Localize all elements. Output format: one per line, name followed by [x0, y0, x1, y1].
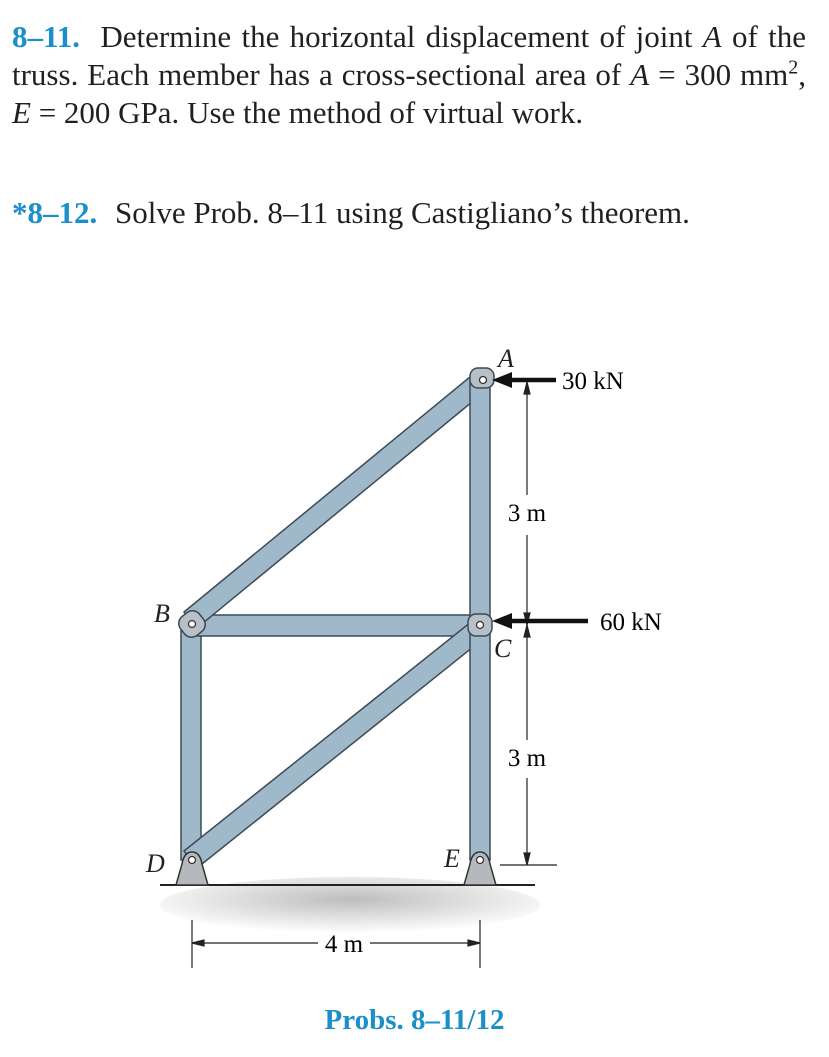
label-d: D [146, 849, 165, 878]
label-b: B [154, 599, 170, 628]
modulus-value: = 200 GPa. [38, 95, 180, 130]
area-symbol: A [630, 57, 650, 92]
problem-8-11: 8–11. Determine the horizontal displacement of joint A of the truss. Each member has a cross-sectional area of A = 300 $mm^2$, E = 200 GPa. Use the method of virtual work. [12, 19, 807, 130]
pin-e [477, 857, 484, 864]
label-e: E [444, 844, 460, 873]
member-bd [181, 626, 201, 860]
pin-c [477, 622, 484, 629]
pin-d [189, 857, 196, 864]
label-c: C [494, 634, 512, 663]
problem-number: *8–12. [12, 195, 98, 230]
problem-text-b: of the truss. Each member has a cross-sectional area of [12, 19, 807, 92]
pin-a [480, 377, 487, 384]
area-exponent: 2 [788, 56, 799, 79]
problem-8-12 [12, 194, 806, 232]
load-label-30kn: 30 kN [562, 368, 624, 395]
label-a: A [498, 344, 514, 373]
truss-members [181, 372, 490, 868]
dim-span: 4 m [324, 931, 364, 958]
truss-diagram [0, 330, 829, 990]
load-arrow-30kn [492, 372, 556, 388]
member-bc [191, 615, 480, 636]
dim-lower: 3 m [507, 745, 547, 772]
problem-number: 8–11. [12, 19, 81, 54]
problem-text: Solve Prob. 8–11 using Castigliano’s theorem. [115, 195, 690, 230]
member-de [184, 618, 488, 868]
joint-symbol: A [702, 19, 722, 54]
load-arrow-60kn [492, 613, 588, 629]
pin-b [189, 621, 196, 628]
member-ab [184, 372, 489, 628]
load-label-60kn: 60 kN [600, 609, 662, 636]
modulus-symbol: E [12, 95, 31, 130]
problem-text-a: Determine the horizontal displacement of joint [100, 19, 693, 54]
area-value: = 300 mm [658, 57, 789, 92]
figure-caption: Probs. 8–11/12 [324, 1004, 505, 1036]
problem-text-c: Use the method of virtual work. [187, 95, 584, 130]
dim-upper: 3 m [507, 500, 547, 527]
